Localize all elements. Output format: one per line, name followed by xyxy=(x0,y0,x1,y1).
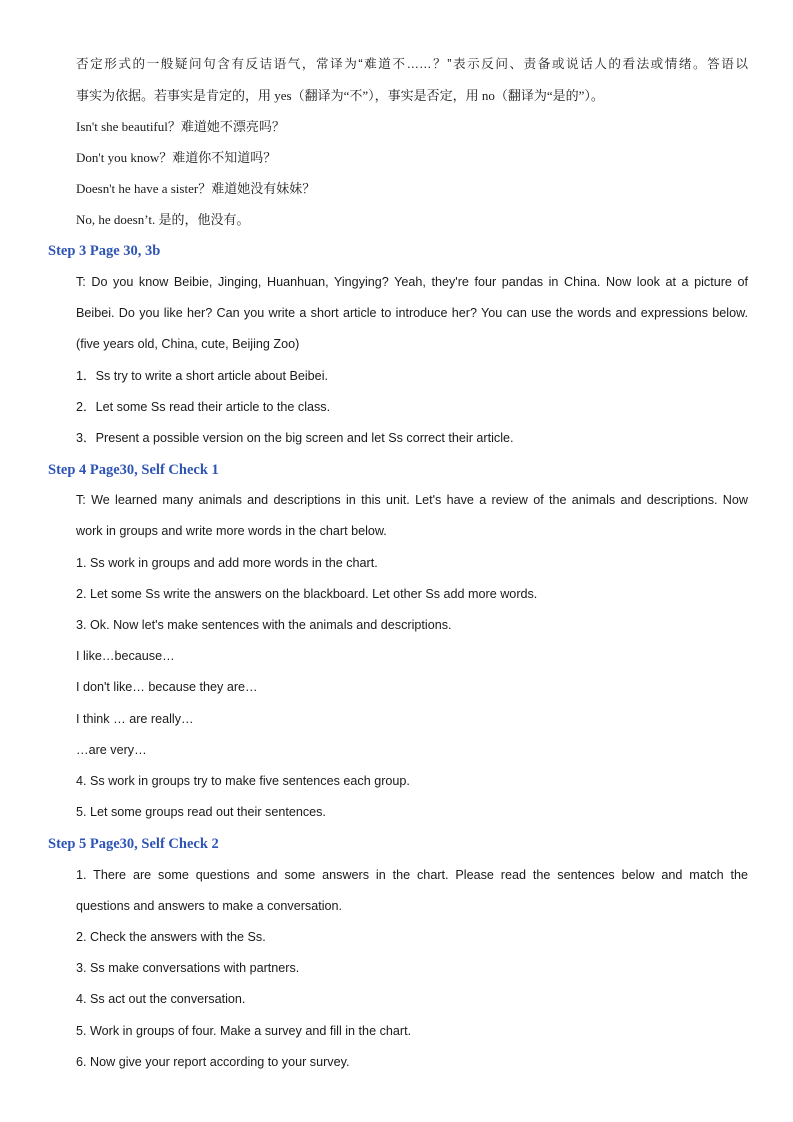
example-sentence: Don't you know？难道你不知道吗？ xyxy=(76,150,277,165)
step4-list-item: 4. Ss work in groups try to make five sentences each group. xyxy=(76,774,410,788)
step5-list-item: 3. Ss make conversations with partners. xyxy=(76,961,300,975)
step5-heading: Step 5 Page30, Self Check 2 xyxy=(48,836,219,852)
step4-list-item: 5. Let some groups read out their sentences. xyxy=(76,805,326,819)
step3-list-item: 3．Present a possible version on the big screen and let Ss correct their article. xyxy=(76,431,514,445)
step4-list-item: I like…because… xyxy=(76,649,175,663)
step3-paragraph-line: Beibei. Do you like her? Can you write a short article to introduce her? You can use the words and expressions below. xyxy=(76,306,748,320)
step5-list-item: 2. Check the answers with the Ss. xyxy=(76,930,266,944)
step4-list-item: …are very… xyxy=(76,743,147,757)
step4-paragraph-line: T: We learned many animals and descriptions in this unit. Let's have a review of the animals and descriptions. Now xyxy=(76,493,748,507)
step3-list-item: 2．Let some Ss read their article to the class. xyxy=(76,400,331,414)
intro-line-2: 事实为依据。若事实是肯定的，用 yes（翻译为“不”），事实是否定，用 no（翻译为“是的”）。 xyxy=(76,88,604,103)
step3-heading: Step 3 Page 30, 3b xyxy=(48,243,161,259)
step5-list-item: 4. Ss act out the conversation. xyxy=(76,992,246,1006)
step4-paragraph-line: work in groups and write more words in the chart below. xyxy=(76,524,387,538)
step5-paragraph-line: 1. There are some questions and some answers in the chart. Please read the sentences below and match the xyxy=(76,868,748,882)
step5-list-item: 6. Now give your report according to your survey. xyxy=(76,1055,350,1069)
step4-list-item: 1. Ss work in groups and add more words in the chart. xyxy=(76,556,378,570)
step4-heading: Step 4 Page30, Self Check 1 xyxy=(48,462,219,478)
step3-paragraph-line: T: Do you know Beibie, Jinging, Huanhuan, Yingying? Yeah, they're four pandas in China. Now look at a picture of xyxy=(76,275,748,289)
example-sentence: No, he doesn’t. 是的，他没有。 xyxy=(76,212,250,227)
example-sentence: Isn't she beautiful？难道她不漂亮吗？ xyxy=(76,119,285,134)
step5-paragraph-line: questions and answers to make a conversation. xyxy=(76,899,343,913)
step4-list-item: 3. Ok. Now let's make sentences with the animals and descriptions. xyxy=(76,618,452,632)
step3-paragraph-line: (five years old, China, cute, Beijing Zoo) xyxy=(76,337,300,351)
intro-line-1: 否定形式的一般疑问句含有反诘语气，常译为“难道不……？”表示反问、责备或说话人的看法或情绪。答语以 xyxy=(76,57,748,71)
step4-list-item: 2. Let some Ss write the answers on the blackboard. Let other Ss add more words. xyxy=(76,587,538,601)
step5-list-item: 5. Work in groups of four. Make a survey and fill in the chart. xyxy=(76,1024,412,1038)
step3-list-item: 1．Ss try to write a short article about Beibei. xyxy=(76,369,328,383)
step4-list-item: I don't like… because they are… xyxy=(76,680,258,694)
example-sentence: Doesn't he have a sister？难道她没有妹妹？ xyxy=(76,181,316,196)
step4-list-item: I think … are really… xyxy=(76,712,194,726)
